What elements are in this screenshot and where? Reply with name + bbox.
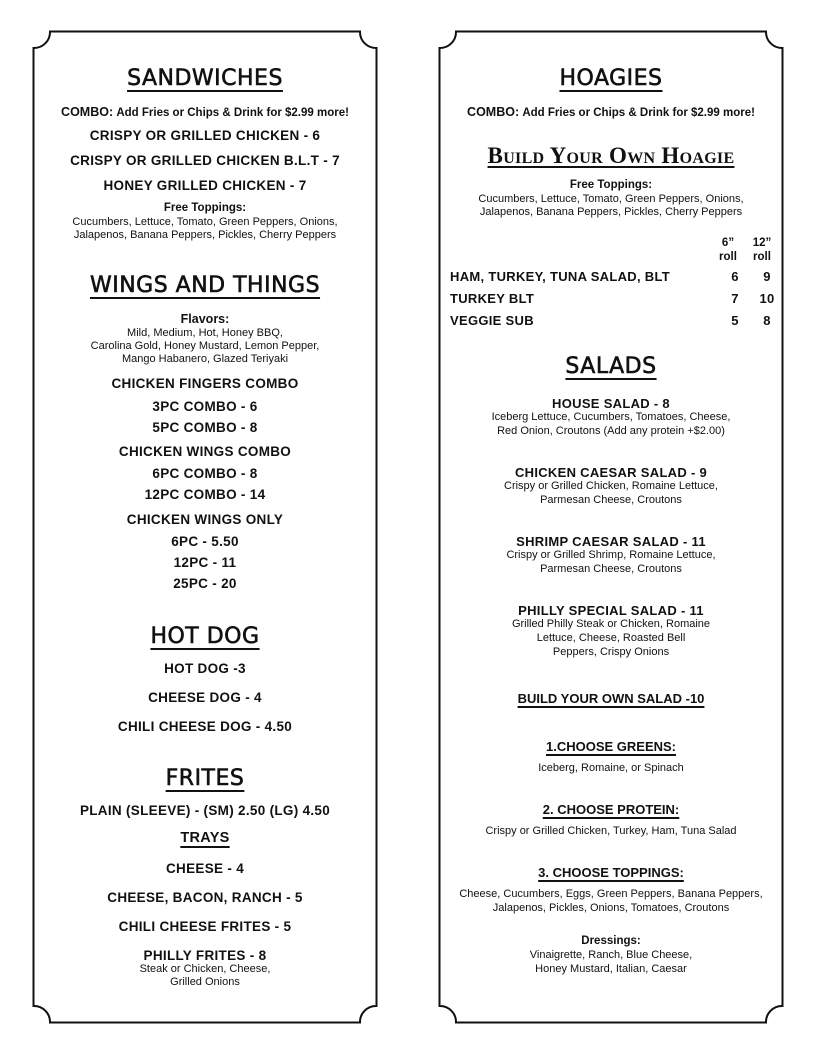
menu-item: CHEESE, BACON, RANCH - 5 bbox=[107, 890, 303, 905]
dressings-line: Honey Mustard, Italian, Caesar bbox=[535, 963, 687, 975]
flavors-line: Carolina Gold, Honey Mustard, Lemon Pepper, bbox=[90, 340, 320, 352]
right-menu-panel bbox=[438, 30, 784, 1024]
hoagies-combo: COMBO: Add Fries or Chips & Drink for $2.99 more! bbox=[467, 105, 755, 119]
toppings-line: Cucumbers, Lettuce, Tomato, Green Peppers, Onions, bbox=[478, 193, 744, 205]
menu-subheading: CHICKEN FINGERS COMBO bbox=[111, 376, 299, 391]
salad-item: PHILLY SPECIAL SALAD - 11 bbox=[518, 603, 704, 618]
menu-item: HONEY GRILLED CHICKEN - 7 bbox=[103, 178, 307, 193]
toppings-line: Cucumbers, Lettuce, Tomato, Green Peppers, Onions, bbox=[72, 216, 338, 228]
menu-item: HOT DOG -3 bbox=[164, 661, 246, 676]
flavors-label: Flavors: bbox=[180, 312, 230, 326]
menu-item: 5PC COMBO - 8 bbox=[152, 420, 258, 435]
menu-item: CHEESE - 4 bbox=[165, 861, 245, 876]
menu-item: CHEESE DOG - 4 bbox=[148, 690, 262, 705]
dressings-label: Dressings: bbox=[581, 935, 641, 947]
item-desc: Lettuce, Cheese, Roasted Bell bbox=[536, 632, 686, 644]
choose-toppings-title: 3. CHOOSE TOPPINGS: bbox=[538, 865, 684, 880]
salad-item: CHICKEN CAESAR SALAD - 9 bbox=[514, 465, 708, 480]
item-desc: Peppers, Crispy Onions bbox=[552, 646, 670, 658]
flavors-line: Mild, Medium, Hot, Honey BBQ, bbox=[127, 327, 283, 339]
hoagies-title: HOAGIES bbox=[559, 66, 663, 91]
item-desc: Parmesan Cheese, Croutons bbox=[540, 494, 682, 506]
roll-12-header: 12” roll bbox=[752, 237, 772, 263]
dressings-line: Vinaigrette, Ranch, Blue Cheese, bbox=[529, 949, 693, 961]
salad-item: HOUSE SALAD - 8 bbox=[552, 396, 670, 411]
menu-item: 12PC COMBO - 14 bbox=[144, 487, 266, 502]
roll-6-header: 6” roll bbox=[719, 237, 737, 263]
item-desc: Iceberg Lettuce, Cucumbers, Tomatoes, Cheese, bbox=[491, 411, 731, 423]
item-desc: Steak or Chicken, Cheese, bbox=[139, 963, 271, 975]
menu-subheading: CHICKEN WINGS COMBO bbox=[118, 444, 292, 459]
salad-item: SHRIMP CAESAR SALAD - 11 bbox=[516, 534, 706, 549]
build-salad-title: BUILD YOUR OWN SALAD -10 bbox=[517, 691, 705, 706]
menu-item: 25PC - 20 bbox=[173, 576, 237, 591]
flavors-line: Mango Habanero, Glazed Teriyaki bbox=[121, 353, 289, 365]
menu-item: 12PC - 11 bbox=[173, 555, 237, 570]
menu-item: 6PC - 5.50 bbox=[171, 534, 239, 549]
frites-title: FRITES bbox=[165, 766, 245, 791]
toppings-label: Free Toppings: bbox=[569, 179, 653, 191]
menu-item: PLAIN (SLEEVE) - (SM) 2.50 (LG) 4.50 bbox=[79, 803, 331, 818]
item-desc: Crispy or Grilled Chicken, Romaine Lettuce, bbox=[504, 480, 718, 492]
hotdog-title: HOT DOG bbox=[150, 624, 260, 649]
hoagie-name: TURKEY BLT bbox=[450, 291, 535, 306]
trays-title: TRAYS bbox=[180, 830, 230, 846]
toppings-line: Jalapenos, Banana Peppers, Pickles, Cherry Peppers bbox=[73, 229, 337, 241]
sandwiches-combo: COMBO: Add Fries or Chips & Drink for $2.99 more! bbox=[61, 105, 349, 119]
hoagie-price-12: 10 bbox=[759, 291, 775, 306]
menu-item: CHILI CHEESE DOG - 4.50 bbox=[117, 719, 293, 734]
menu-item: 3PC COMBO - 6 bbox=[152, 399, 258, 414]
build-hoagie-title: Build Your Own Hoagie bbox=[487, 143, 735, 168]
item-desc: Red Onion, Croutons (Add any protein +$2.00) bbox=[497, 425, 725, 437]
choose-greens-title: 1.CHOOSE GREENS: bbox=[545, 739, 677, 754]
item-desc: Grilled Philly Steak or Chicken, Romaine bbox=[511, 618, 711, 630]
salads-title: SALADS bbox=[565, 354, 657, 379]
menu-item: CRISPY OR GRILLED CHICKEN B.L.T - 7 bbox=[70, 153, 340, 168]
menu-item: CRISPY OR GRILLED CHICKEN - 6 bbox=[89, 128, 321, 143]
hoagie-price-6: 5 bbox=[731, 313, 739, 328]
item-desc: Parmesan Cheese, Croutons bbox=[540, 563, 682, 575]
hoagie-price-12: 8 bbox=[763, 313, 771, 328]
hoagie-price-6: 6 bbox=[731, 269, 739, 284]
choose-protein-desc: Crispy or Grilled Chicken, Turkey, Ham, Tuna Salad bbox=[485, 825, 737, 837]
menu-item: 6PC COMBO - 8 bbox=[152, 466, 258, 481]
choose-protein-title: 2. CHOOSE PROTEIN: bbox=[542, 802, 680, 817]
choose-toppings-desc: Jalapenos, Pickles, Onions, Tomatoes, Croutons bbox=[492, 902, 730, 914]
menu-item: CHILI CHEESE FRITES - 5 bbox=[118, 919, 292, 934]
hoagie-price-6: 7 bbox=[731, 291, 739, 306]
choose-toppings-desc: Cheese, Cucumbers, Eggs, Green Peppers, Banana Peppers, bbox=[459, 888, 763, 900]
sandwiches-title: SANDWICHES bbox=[127, 66, 283, 91]
toppings-label: Free Toppings: bbox=[163, 202, 247, 214]
item-desc: Crispy or Grilled Shrimp, Romaine Lettuce, bbox=[506, 549, 716, 561]
hoagie-name: VEGGIE SUB bbox=[450, 313, 534, 328]
hoagie-name: HAM, TURKEY, TUNA SALAD, BLT bbox=[450, 269, 670, 284]
left-menu-panel bbox=[32, 30, 378, 1024]
item-desc: Grilled Onions bbox=[170, 976, 240, 988]
menu-item: PHILLY FRITES - 8 bbox=[143, 948, 267, 963]
menu-subheading: CHICKEN WINGS ONLY bbox=[126, 512, 284, 527]
choose-greens-desc: Iceberg, Romaine, or Spinach bbox=[538, 762, 684, 774]
wings-title: WINGS AND THINGS bbox=[89, 273, 321, 298]
toppings-line: Jalapenos, Banana Peppers, Pickles, Cherry Peppers bbox=[479, 206, 743, 218]
hoagie-price-12: 9 bbox=[763, 269, 771, 284]
